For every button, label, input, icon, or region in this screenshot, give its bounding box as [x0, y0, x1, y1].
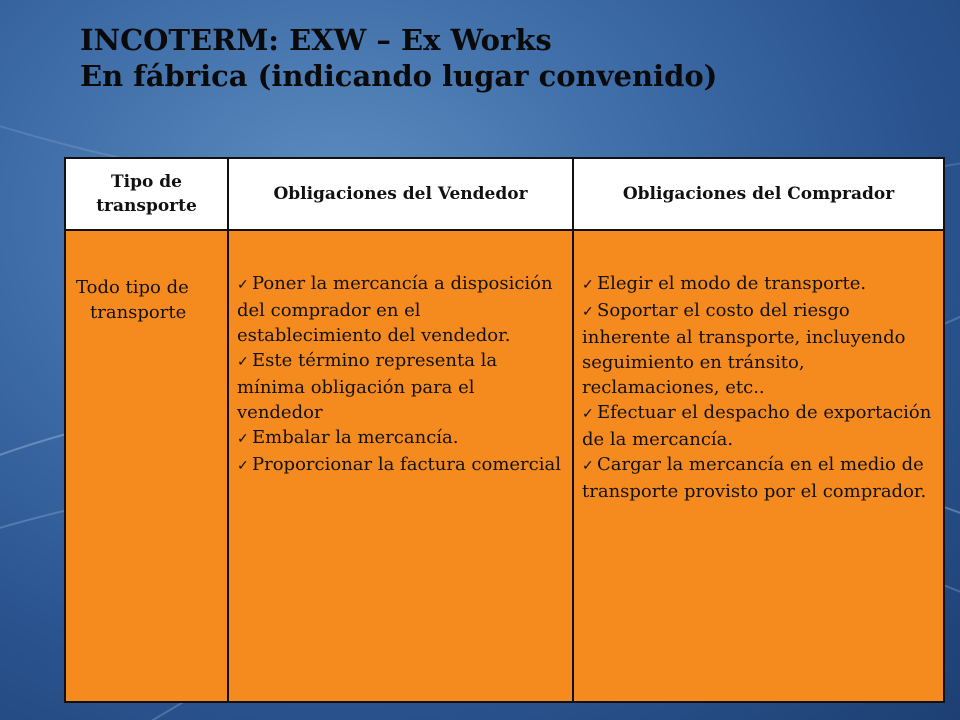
title-line-2: En fábrica (indicando lugar convenido)	[80, 59, 718, 93]
list-item	[237, 271, 564, 348]
list-item	[237, 348, 564, 425]
incoterm-table	[64, 157, 945, 703]
buyer-item-text: Efectuar el despacho de exportación de la mercancía.	[582, 402, 932, 450]
seller-obligations-cell	[228, 230, 573, 702]
buyer-item-text: Cargar la mercancía en el medio de transporte provisto por el comprador.	[582, 454, 927, 502]
check-icon: ✓	[582, 458, 594, 474]
table-row	[65, 230, 944, 702]
seller-item-text: Proporcionar la factura comercial	[252, 454, 561, 475]
list-item	[582, 298, 935, 400]
transport-type-text: Todo tipo de transporte	[76, 277, 189, 323]
list-item	[237, 452, 564, 479]
buyer-obligations-list	[582, 271, 935, 504]
list-item	[237, 425, 564, 452]
header-seller-obligations: Obligaciones del Vendedor	[228, 158, 573, 230]
transport-type-cell	[65, 230, 228, 702]
title-line-1: INCOTERM: EXW – Ex Works	[80, 23, 552, 57]
check-icon: ✓	[237, 458, 249, 474]
buyer-item-text: Soportar el costo del riesgo inherente al transporte, incluyendo seguimiento en tránsito, reclamaciones, etc..	[582, 300, 906, 398]
seller-item-text: Poner la mercancía a disposición del comprador en el establecimiento del vendedor.	[237, 273, 553, 346]
check-icon: ✓	[237, 277, 249, 293]
seller-item-text: Embalar la mercancía.	[252, 427, 459, 448]
table-header-row	[65, 158, 944, 230]
header-buyer-obligations: Obligaciones del Comprador	[573, 158, 944, 230]
list-item	[582, 271, 935, 298]
check-icon: ✓	[582, 406, 594, 422]
check-icon: ✓	[582, 304, 594, 320]
list-item	[582, 452, 935, 504]
check-icon: ✓	[237, 431, 249, 447]
check-icon: ✓	[237, 354, 249, 370]
list-item	[582, 400, 935, 452]
header-transport-type: Tipo de transporte	[65, 158, 228, 230]
seller-obligations-list	[237, 271, 564, 479]
buyer-item-text: Elegir el modo de transporte.	[597, 273, 867, 294]
seller-item-text: Este término representa la mínima obligación para el vendedor	[237, 350, 498, 423]
check-icon: ✓	[582, 277, 594, 293]
buyer-obligations-cell	[573, 230, 944, 702]
slide-title	[80, 22, 717, 94]
